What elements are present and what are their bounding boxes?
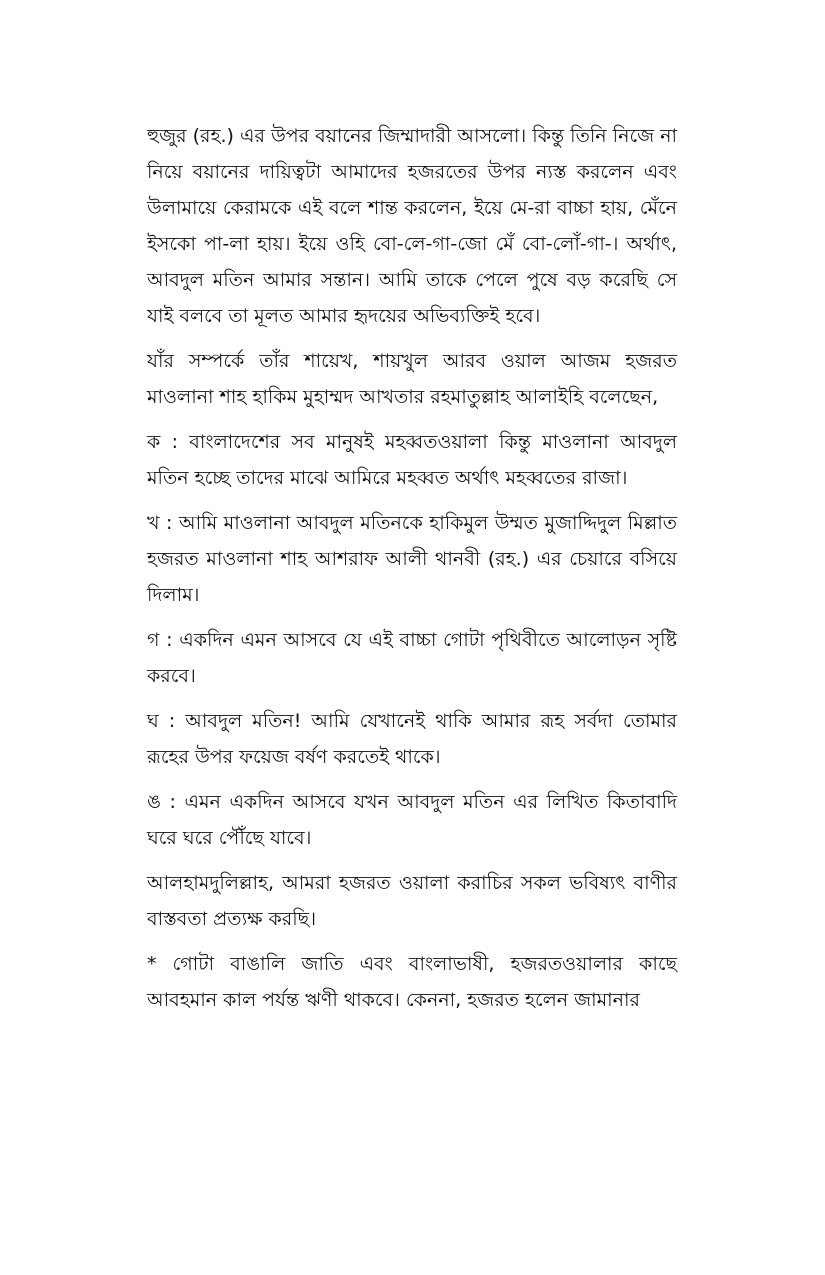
paragraph-point-nga: ঙ : এমন একদিন আসবে যখন আবদুল মতিন এর লিখিত কিতাবাদি ঘরে ঘরে পৌঁছে যাবে। xyxy=(147,791,677,849)
paragraph-shayekh-quote-intro: যাঁর সম্পর্কে তাঁর শায়েখ, শায়খুল আরব ওয়াল আজম হজরত মাওলানা শাহ হাকিম মুহাম্মদ আখতার রহমাতুল্লাহ আলাইহি বলেছেন, xyxy=(147,350,677,408)
paragraph-huzur-bayan: হুজুর (রহ.) এর উপর বয়ানের জিম্মাদারী আসলো। কিন্তু তিনি নিজে না নিয়ে বয়ানের দায়িত্বটা আমাদের হজরতের উপর ন্যস্ত করলেন এবং উলামায়ে কেরামকে এই বলে শান্ত করলেন, ইয়ে মে-রা বাচ্চা হায়, মেঁনে ইসকো পা-লা হায়। ইয়ে ওহি বো-লে-গা-জো মেঁ বো-লোঁ-গা-। অর্থাৎ, আবদুল মতিন আমার সন্তান। আমি তাকে পেলে পুষে বড় করেছি সে যাই বলবে তা মূলত আমার হৃদয়ের অভিব্যক্তিই হবে। xyxy=(147,125,677,327)
paragraph-point-ka: ক : বাংলাদেশের সব মানুষই মহব্বতওয়ালা কিন্তু মাওলানা আবদুল মতিন হচ্ছে তাদের মাঝে আমিরে মহব্বত অর্থাৎ মহব্বতের রাজা। xyxy=(147,431,677,489)
paragraph-point-ga: গ : একদিন এমন আসবে যে এই বাচ্চা গোটা পৃথিবীতে আলোড়ন সৃষ্টি করবে। xyxy=(147,629,677,687)
paragraph-point-kha: খ : আমি মাওলানা আবদুল মতিনকে হাকিমুল উম্মত মুজাদ্দিদুল মিল্লাত হজরত মাওলানা শাহ আশরাফ আলী থানবী (রহ.) এর চেয়ারে বসিয়ে দিলাম। xyxy=(147,512,677,606)
document-page xyxy=(147,118,677,1027)
paragraph-point-gha: ঘ : আবদুল মতিন! আমি যেখানেই থাকি আমার রূহ সর্বদা তোমার রূহের উপর ফয়েজ বর্ষণ করতেই থাকে। xyxy=(147,710,677,768)
paragraph-alhamdulillah: আলহামদুলিল্লাহ, আমরা হজরত ওয়ালা করাচির সকল ভবিষ্যৎ বাণীর বাস্তবতা প্রত্যক্ষ করছি। xyxy=(147,872,677,930)
paragraph-bangali-jati: * গোটা বাঙালি জাতি এবং বাংলাভাষী, হজরতওয়ালার কাছে আবহমান কাল পর্যন্ত ঋণী থাকবে। কেননা, হজরত হলেন জামানার xyxy=(147,953,677,1011)
